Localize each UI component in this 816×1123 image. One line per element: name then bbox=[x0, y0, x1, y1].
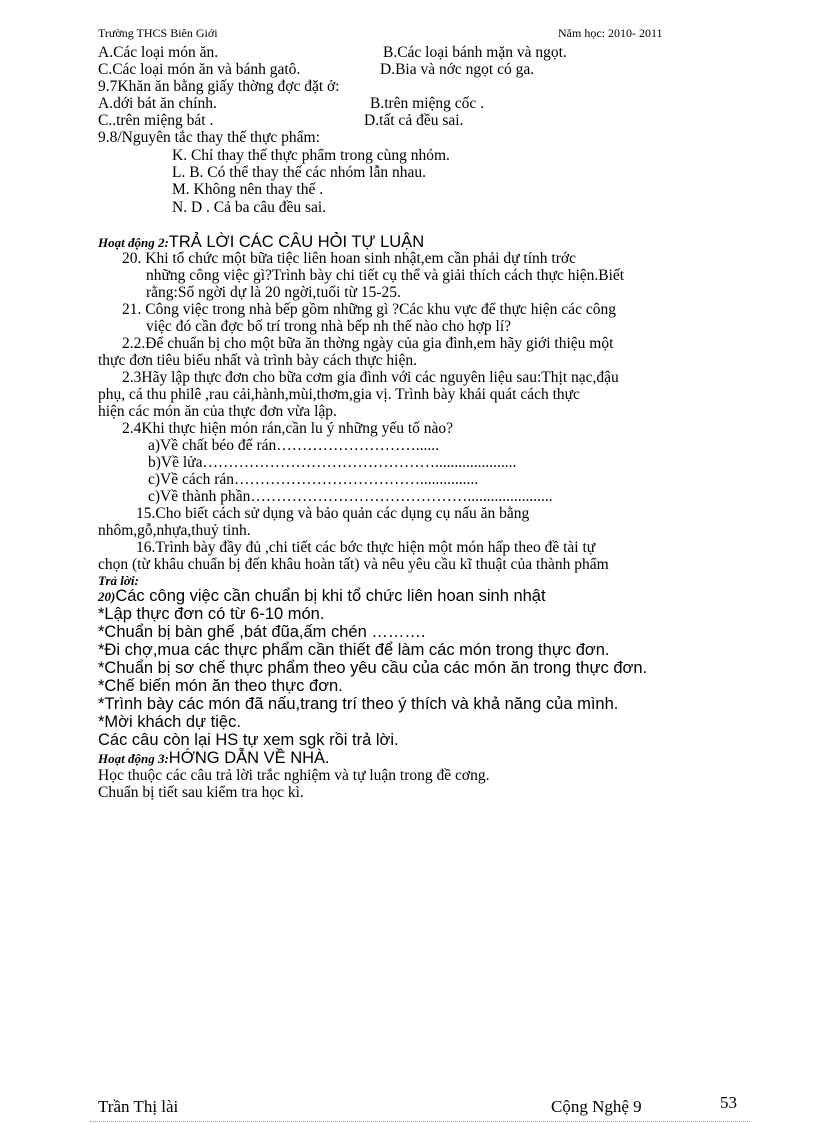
option-d2: D.tất cả đều sai. bbox=[364, 112, 464, 129]
question-2-4c: c)Về cách rán………………………………............... bbox=[148, 471, 479, 488]
question-2-3-line1: 2.3Hãy lập thực đơn cho bữa cơm gia đình với các nguyên liệu sau:Thịt nạc,đậu bbox=[122, 369, 619, 386]
answer-line-4: *Đi chợ,mua các thực phẩm cần thiết để làm các món trong thực đơn. bbox=[98, 641, 610, 659]
footer-subject: Cộng Nghệ 9 bbox=[551, 1097, 642, 1116]
question-20-line3: rằng:Số ngời dự là 20 ngời,tuổi từ 15-25. bbox=[146, 284, 401, 301]
activity-2-title: TRẢ LỜI CÁC CÂU HỎI TỰ LUẬN bbox=[168, 233, 425, 251]
option-m: M. Không nên thay thế . bbox=[172, 181, 324, 198]
option-b2: B.trên miệng cốc . bbox=[370, 95, 485, 112]
activity-2-heading bbox=[98, 234, 424, 251]
option-d1: D.Bia và nớc ngọt có ga. bbox=[380, 61, 535, 78]
question-16-line1: 16.Trình bày đầy đủ ,chi tiết các bớc thực hiện một món hấp theo đề tài tự bbox=[136, 539, 596, 556]
question-15-line1: 15.Cho biết cách sử dụng và bảo quản các dụng cụ nấu ăn bằng bbox=[136, 505, 530, 522]
footer-author: Trần Thị lài bbox=[98, 1097, 179, 1116]
activity-3-label: Hoạt động 3: bbox=[98, 751, 169, 766]
option-c1: C.Các loại món ăn và bánh gatô. bbox=[98, 61, 301, 78]
answer-line-1 bbox=[98, 588, 546, 605]
activity-2-label: Hoạt động 2: bbox=[98, 235, 169, 250]
footer-divider bbox=[90, 1121, 750, 1122]
option-b1: B.Các loại bánh mặn và ngọt. bbox=[383, 44, 567, 61]
question-2-4b: b)Về lửa………………………………………..................... bbox=[148, 454, 517, 471]
question-2-4d: c)Về thành phần……………………………………...................... bbox=[148, 488, 553, 505]
page-number: 53 bbox=[720, 1093, 737, 1112]
question-21-line1: 21. Công việc trong nhà bếp gồm những gì ?Các khu vực để thực hiện các công bbox=[122, 301, 616, 318]
question-2-2-line2: thực đơn tiêu biểu nhất và trình bày cách thực hiện. bbox=[98, 352, 417, 369]
question-16-line2: chọn (từ khâu chuẩn bị đến khâu hoàn tất) và nêu yêu cầu kĩ thuật của thành phẩm bbox=[98, 556, 609, 573]
answer-line-2: *Lập thực đơn có từ 6-10 món. bbox=[98, 605, 325, 623]
answer-line-8: *Mời khách dự tiệc. bbox=[98, 713, 241, 731]
school-name: Trường THCS Biên Giới bbox=[98, 26, 218, 40]
option-n: N. D . Cả ba câu đều sai. bbox=[172, 199, 327, 216]
activity-3-heading bbox=[98, 750, 330, 767]
answer-number: 20) bbox=[98, 589, 116, 604]
activity-3-title: HỚNG DẪN VỀ NHÀ. bbox=[168, 749, 330, 767]
question-21-line2: việc đó cần đợc bố trí trong nhà bếp nh thế nào cho hợp lí? bbox=[146, 318, 512, 335]
option-l: L. B. Có thể thay thế các nhóm lẫn nhau. bbox=[172, 164, 426, 181]
question-15-line2: nhôm,gỗ,nhựa,thuỷ tinh. bbox=[98, 522, 251, 539]
option-c2: C..trên miệng bát . bbox=[98, 112, 214, 129]
answer-line-5: *Chuẩn bị sơ chế thực phẩm theo yêu cầu của các món ăn trong thực đơn. bbox=[98, 659, 648, 677]
answer-line-1-text: Các công việc cần chuẩn bị khi tổ chức liên hoan sinh nhật bbox=[115, 587, 546, 605]
question-2-3-line2: phụ, cá thu philê ,rau cải,hành,mùi,thơm,gia vị. Trình bày khái quát cách thực bbox=[98, 386, 580, 403]
question-2-4a: a)Về chất béo để rán………………………...... bbox=[148, 437, 439, 454]
option-a1: A.Các loại món ăn. bbox=[98, 44, 219, 61]
question-2-2-line1: 2.2.Để chuẩn bị cho một bữa ăn thờng ngày của gia đình,em hãy giới thiệu một bbox=[122, 335, 614, 352]
answer-line-3: *Chuẩn bị bàn ghế ,bát đũa,ấm chén ………. bbox=[98, 623, 426, 641]
answer-line-6: *Chế biến món ăn theo thực đơn. bbox=[98, 677, 343, 695]
answer-line-9: Các câu còn lại HS tự xem sgk rồi trả lời. bbox=[98, 731, 399, 749]
question-9-8: 9.8/Nguyên tắc thay thế thực phẩm: bbox=[98, 129, 320, 146]
question-2-3-line3: hiện các món ăn của thực đơn vừa lập. bbox=[98, 403, 337, 420]
question-20-line1: 20. Khi tổ chức một bữa tiệc liên hoan sinh nhật,em cần phải dự tính trớc bbox=[122, 250, 576, 267]
option-a2: A.dới bát ăn chính. bbox=[98, 95, 217, 112]
homework-line-1: Học thuộc các câu trả lời trắc nghiệm và tự luận trong đề cơng. bbox=[98, 767, 490, 784]
school-year: Năm học: 2010- 2011 bbox=[558, 26, 663, 40]
option-k: K. Chỉ thay thế thực phẩm trong cùng nhóm. bbox=[172, 147, 450, 164]
answer-line-7: *Trình bày các món đã nấu,trang trí theo ý thích và khả năng của mình. bbox=[98, 695, 619, 713]
question-9-7: 9.7Khăn ăn bằng giấy thờng đợc đặt ở: bbox=[98, 78, 340, 95]
homework-line-2: Chuẩn bị tiết sau kiểm tra học kì. bbox=[98, 784, 304, 801]
question-2-4: 2.4Khi thực hiện món rán,cần lu ý những yếu tố nào? bbox=[122, 420, 454, 437]
answer-label: Trả lời: bbox=[98, 573, 139, 588]
question-20-line2: những công việc gì?Trình bày chi tiết cụ thể và giải thích cách thực hiện.Biết bbox=[146, 267, 625, 284]
